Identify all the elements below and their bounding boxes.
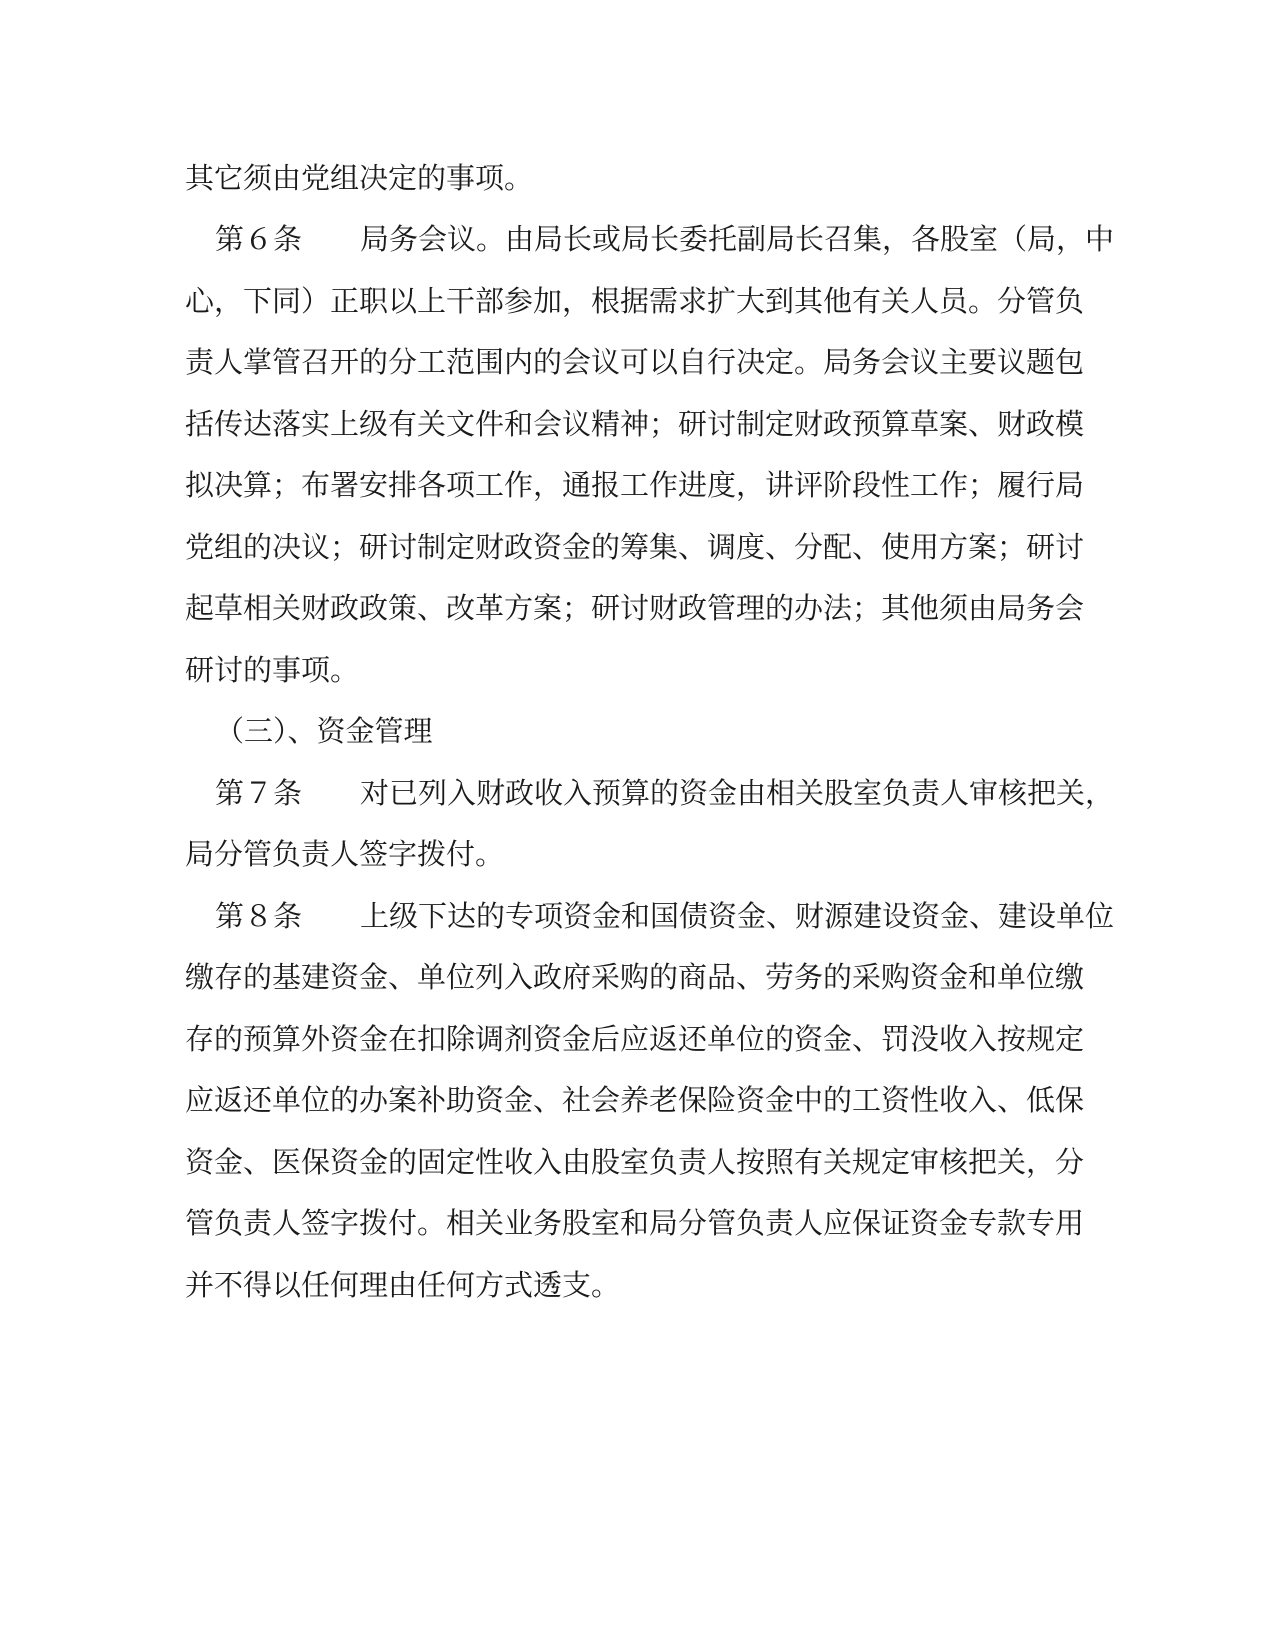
article-7-line-2: 局分管负责人签字拨付。 [185,837,505,871]
article-6-line-8: 研讨的事项。 [185,653,360,687]
article-7-line-1: 第７条 对已列入财政收入预算的资金由相关股室负责人审核把关， [215,776,1115,810]
section-heading: （三）、资金管理 [215,714,433,748]
article-8-line-2: 缴存的基建资金、单位列入政府采购的商品、劳务的采购资金和单位缴 [185,960,1085,994]
article-6-line-2: 心，下同）正职以上干部参加，根据需求扩大到其他有关人员。分管负 [185,284,1085,318]
text-line-1: 其它须由党组决定的事项。 [185,161,534,195]
article-6-line-6: 党组的决议；研讨制定财政资金的筹集、调度、分配、使用方案；研讨 [185,530,1085,564]
article-6-line-4: 括传达落实上级有关文件和会议精神；研讨制定财政预算草案、财政模 [185,407,1085,441]
article-8-line-3: 存的预算外资金在扣除调剂资金后应返还单位的资金、罚没收入按规定 [185,1022,1085,1056]
article-6-line-5: 拟决算；布署安排各项工作，通报工作进度，讲评阶段性工作；履行局 [185,468,1085,502]
article-8-line-1: 第８条 上级下达的专项资金和国债资金、财源建设资金、建设单位 [215,899,1115,933]
article-8-line-4: 应返还单位的办案补助资金、社会养老保险资金中的工资性收入、低保 [185,1083,1085,1117]
article-6-line-7: 起草相关财政政策、改革方案；研讨财政管理的办法；其他须由局务会 [185,591,1085,625]
article-6-line-3: 责人掌管召开的分工范围内的会议可以自行决定。局务会议主要议题包 [185,345,1085,379]
article-6-line-1: 第６条 局务会议。由局长或局长委托副局长召集，各股室（局，中 [215,222,1115,256]
article-8-line-5: 资金、医保资金的固定性收入由股室负责人按照有关规定审核把关，分 [185,1145,1085,1179]
article-8-line-6: 管负责人签字拨付。相关业务股室和局分管负责人应保证资金专款专用 [185,1206,1085,1240]
article-8-line-7: 并不得以任何理由任何方式透支。 [185,1268,621,1302]
